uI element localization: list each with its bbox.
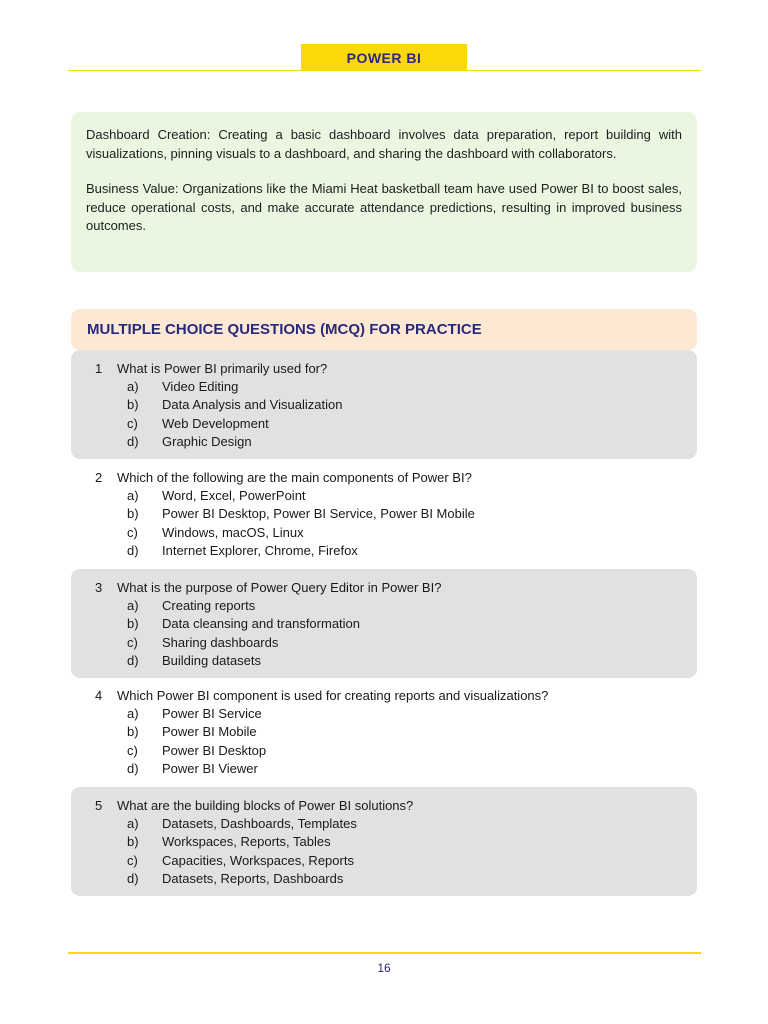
option-letter: d) [127, 652, 139, 668]
question-text: Which Power BI component is used for creating reports and visualizations? [117, 688, 549, 703]
option-item [71, 705, 697, 723]
option-item [71, 615, 697, 633]
mcq-section-heading: MULTIPLE CHOICE QUESTIONS (MCQ) FOR PRACTICE [71, 309, 697, 350]
option-letter: b) [127, 616, 139, 632]
option-letter: a) [127, 488, 139, 504]
option-item [71, 505, 697, 523]
question-number: 3 [95, 580, 103, 595]
option-text: Power BI Desktop, Power BI Service, Power BI Mobile [162, 506, 475, 522]
option-item [71, 524, 697, 542]
question-block-2 [71, 459, 697, 568]
option-text: Data cleansing and transformation [162, 616, 361, 632]
option-letter: d) [127, 870, 139, 886]
option-item [71, 542, 697, 560]
option-item [71, 433, 697, 451]
option-letter: a) [127, 379, 139, 395]
option-letter: b) [127, 724, 139, 740]
question-text: What is the purpose of Power Query Editor in Power BI? [117, 580, 442, 595]
intro-callout [71, 112, 697, 272]
option-text: Video Editing [162, 379, 239, 395]
option-letter: c) [127, 415, 138, 431]
option-text: Windows, macOS, Linux [162, 524, 304, 540]
question-block-3 [71, 569, 697, 678]
option-letter: d) [127, 542, 139, 558]
option-text: Power BI Desktop [162, 742, 267, 758]
option-text: Data Analysis and Visualization [162, 397, 343, 413]
option-letter: b) [127, 397, 139, 413]
option-text: Creating reports [162, 598, 256, 614]
option-text: Workspaces, Reports, Tables [162, 834, 331, 850]
option-letter: d) [127, 760, 139, 776]
option-text: Building datasets [162, 652, 262, 668]
page-number: 16 [377, 961, 391, 975]
option-text: Datasets, Reports, Dashboards [162, 870, 344, 886]
option-letter: a) [127, 816, 139, 832]
option-text: Datasets, Dashboards, Templates [162, 816, 357, 832]
option-item [71, 815, 697, 833]
option-letter: a) [127, 706, 139, 722]
question-number: 5 [95, 798, 103, 813]
option-letter: b) [127, 506, 139, 522]
option-text: Word, Excel, PowerPoint [162, 488, 306, 504]
option-letter: c) [127, 852, 138, 868]
option-letter: c) [127, 634, 138, 650]
option-text: Power BI Mobile [162, 724, 257, 740]
option-text: Web Development [162, 415, 269, 431]
option-item [71, 742, 697, 760]
option-letter: c) [127, 524, 138, 540]
question-block-1 [71, 350, 697, 459]
question-number: 2 [95, 470, 103, 485]
footer-divider [68, 952, 701, 954]
option-text: Power BI Viewer [162, 760, 258, 776]
option-item [71, 415, 697, 433]
option-text: Capacities, Workspaces, Reports [162, 852, 354, 868]
option-item [71, 852, 697, 870]
option-letter: d) [127, 433, 139, 449]
option-item [71, 760, 697, 778]
section-title-badge: POWER BI [301, 44, 467, 71]
dashboard-creation-paragraph: Dashboard Creation: Creating a basic dashboard involves data preparation, report building with visualizations, pinning visuals to a dashboard, and sharing the dashboard with collaborators. [86, 127, 682, 161]
option-item [71, 723, 697, 741]
option-item [71, 634, 697, 652]
option-letter: c) [127, 742, 138, 758]
question-block-5 [71, 787, 697, 896]
question-number: 1 [95, 361, 103, 376]
question-number: 4 [95, 688, 103, 703]
option-item [71, 487, 697, 505]
option-item [71, 652, 697, 670]
option-text: Internet Explorer, Chrome, Firefox [162, 542, 358, 558]
option-item [71, 870, 697, 888]
option-letter: a) [127, 598, 139, 614]
question-block-4 [71, 677, 697, 786]
question-text: What is Power BI primarily used for? [117, 361, 328, 376]
option-text: Sharing dashboards [162, 634, 279, 650]
option-item [71, 597, 697, 615]
question-text: What are the building blocks of Power BI solutions? [117, 798, 414, 813]
option-letter: b) [127, 834, 139, 850]
business-value-paragraph: Business Value: Organizations like the Miami Heat basketball team have used Power BI to boost sales, reduce operational costs, and make accurate attendance predictions, resulting in improved business outcomes. [86, 181, 682, 233]
option-item [71, 378, 697, 396]
header-divider [68, 70, 701, 71]
option-text: Power BI Service [162, 706, 262, 722]
question-text: Which of the following are the main components of Power BI? [117, 470, 472, 485]
option-item [71, 396, 697, 414]
option-item [71, 833, 697, 851]
option-text: Graphic Design [162, 433, 252, 449]
